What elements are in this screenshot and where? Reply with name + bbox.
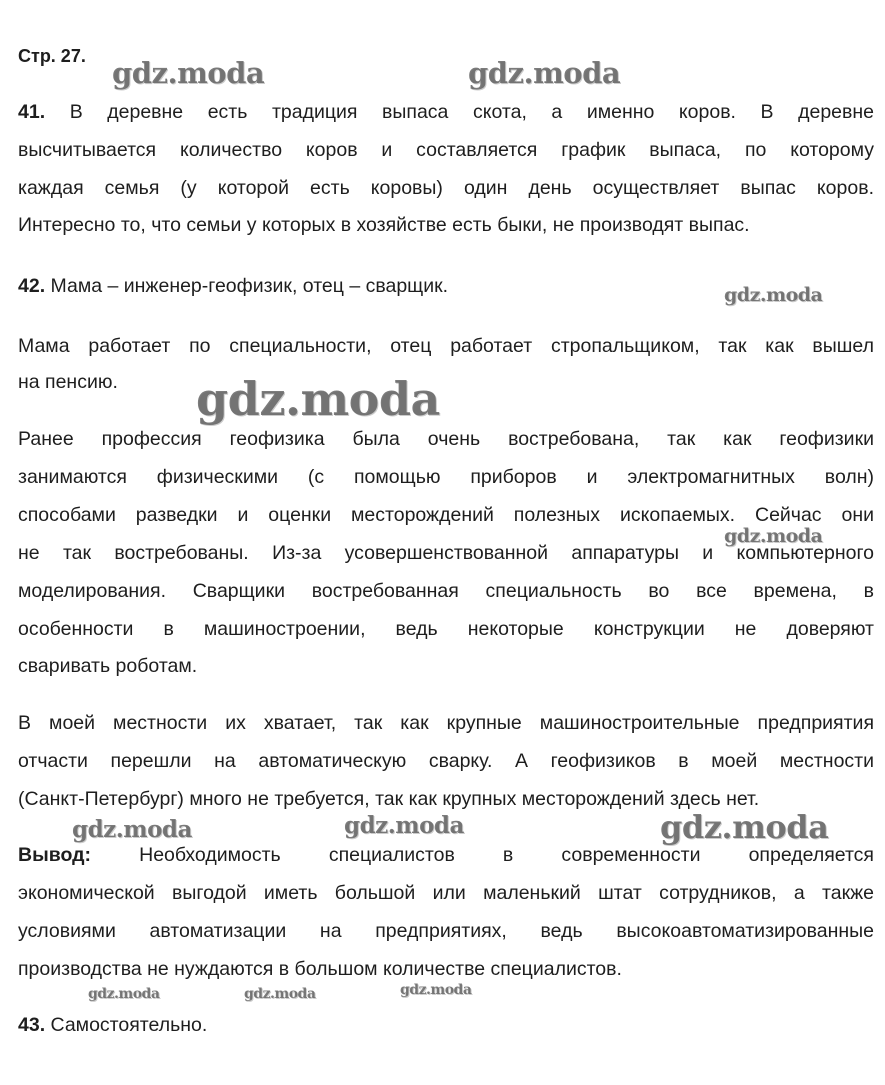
conclusion-line-2: экономической выгодой иметь большой или маленький штат сотрудников, а также: [18, 882, 874, 904]
conclusion-line-1: Вывод: Необходимость специалистов в современности определяется: [18, 844, 874, 866]
watermark-logo: gdz.moda: [72, 816, 192, 843]
watermark-logo: gdz.moda: [88, 986, 160, 1002]
q42-para3-line-2: отчасти перешли на автоматическую сварку. А геофизиков в моей местности: [18, 750, 874, 772]
watermark-logo: gdz.moda: [724, 525, 823, 547]
watermark-logo: gdz.moda: [112, 56, 265, 90]
q42-para1-line-2: на пенсию.: [18, 371, 118, 393]
watermark-logo: gdz.moda: [400, 982, 472, 998]
q41-line-1: 41. В деревне есть традиция выпаса скота, а именно коров. В деревне: [18, 101, 874, 123]
watermark-logo: gdz.moda: [468, 56, 621, 90]
q43-line: 43. Самостоятельно.: [18, 1014, 208, 1036]
q43-number: 43.: [18, 1014, 46, 1036]
q42-para1-line-1: Мама работает по специальности, отец работает стропальщиком, так как вышел: [18, 335, 874, 357]
q42-number: 42.: [18, 275, 46, 297]
q42-para2-line-6: особенности в машиностроении, ведь некоторые конструкции не доверяют: [18, 618, 874, 640]
q42-intro: 42. Мама – инженер-геофизик, отец – сварщик.: [18, 275, 449, 297]
conclusion-line-4: производства не нуждаются в большом количестве специалистов.: [18, 958, 622, 980]
watermark-logo: gdz.moda: [196, 372, 440, 426]
q42-para2-line-3: способами разведки и оценки месторождений полезных ископаемых. Сейчас они: [18, 504, 874, 526]
q42-para3-line-1: В моей местности их хватает, так как крупные машиностроительные предприятия: [18, 712, 874, 734]
q41-number: 41.: [18, 101, 46, 123]
q42-para2-line-7: сваривать роботам.: [18, 655, 198, 677]
watermark-logo: gdz.moda: [344, 812, 464, 839]
watermark-logo: gdz.moda: [660, 808, 829, 846]
q42-para2-line-5: моделирования. Сварщики востребованная специальность во все времена, в: [18, 580, 874, 602]
q42-para2-line-4: не так востребованы. Из-за усовершенствованной аппаратуры и компьютерного: [18, 542, 874, 564]
q42-para2-line-2: занимаются физическими (с помощью приборов и электромагнитных волн): [18, 466, 874, 488]
page-header: Стр. 27.: [18, 46, 86, 66]
conclusion-label: Вывод:: [18, 844, 91, 866]
q41-line-4: Интересно то, что семьи у которых в хозяйстве есть быки, не производят выпас.: [18, 214, 750, 236]
conclusion-line-3: условиями автоматизации на предприятиях, ведь высокоавтоматизированные: [18, 920, 874, 942]
q41-line-2: высчитывается количество коров и составляется график выпаса, по которому: [18, 139, 874, 161]
q42-para3-line-3: (Санкт-Петербург) много не требуется, так как крупных месторождений здесь нет.: [18, 788, 760, 810]
q41-line-3: каждая семья (у которой есть коровы) один день осуществляет выпас коров.: [18, 177, 874, 199]
q42-para2-line-1: Ранее профессия геофизика была очень востребована, так как геофизики: [18, 428, 874, 450]
watermark-logo: gdz.moda: [244, 986, 316, 1002]
watermark-logo: gdz.moda: [724, 284, 823, 306]
